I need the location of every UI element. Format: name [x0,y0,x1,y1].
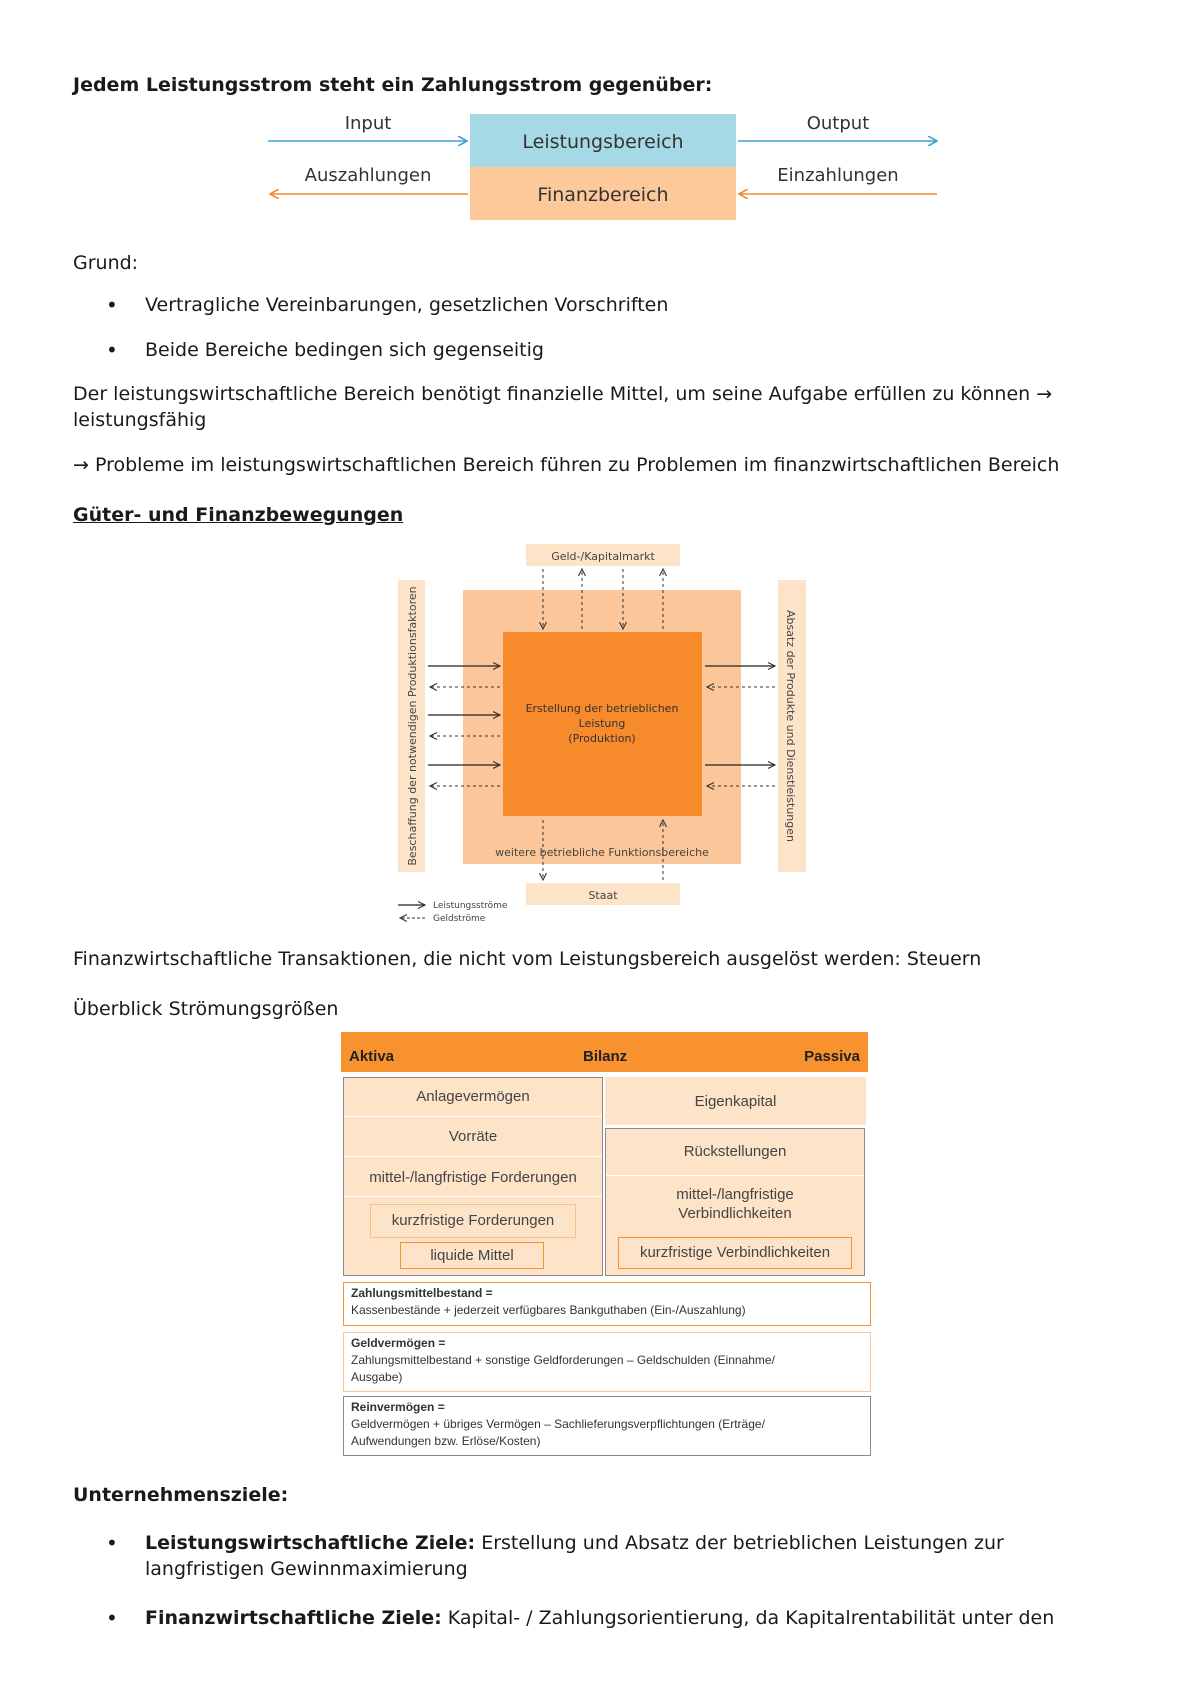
transaktionen-text: Finanzwirtschaftliche Transaktionen, die nicht vom Leistungsbereich ausgelöst werden: Steuern [73,948,982,970]
forderungen-lang-cell: mittel-/langfristige Forderungen [344,1158,602,1197]
beschaffung-label: Beschaffung der notwendigen Produktionsfaktoren [406,586,419,866]
vorraete-cell: Vorräte [344,1118,602,1157]
legend-leistungsstroeme: Leistungsströme [433,901,508,911]
intro-heading: Jedem Leistungsstrom steht ein Zahlungsstrom gegenüber: [73,74,713,96]
auszahlungen-label: Auszahlungen [304,165,432,186]
input-label: Input [344,113,392,134]
verbindlichkeiten-lang-line1: mittel-/langfristige [676,1186,794,1203]
bilanz-passiva: Passiva [804,1048,860,1065]
gueter-heading: Güter- und Finanzbewegungen [73,504,404,526]
aktiva-column [343,1077,603,1276]
eigenkapital-cell: Eigenkapital [605,1077,866,1125]
bullet-icon: • [106,1531,118,1555]
ziele-item-1-label: Leistungswirtschaftliche Ziele: [145,1532,476,1554]
finanzbereich-label: Finanzbereich [537,184,669,206]
rueckstellungen-cell: Rückstellungen [606,1129,864,1176]
geldvermoegen-line2: Ausgabe) [351,1370,403,1384]
produktion-label-3: (Produktion) [568,732,636,745]
ziele-item-2-text: Kapital- / Zahlungsorientierung, da Kapitalrentabilität unter den [447,1607,1055,1629]
forderungen-kurz-cell: kurzfristige Forderungen [370,1204,576,1238]
bilanz-figure [341,1032,868,1454]
reinvermoegen-line2: Aufwendungen bzw. Erlöse/Kosten) [351,1434,541,1448]
reinvermoegen-box [343,1396,871,1456]
flow-diagram [260,108,950,226]
ziele-item-2 [145,1605,1135,1631]
verbindlichkeiten-kurz-cell: kurzfristige Verbindlichkeiten [618,1237,852,1269]
ziele-heading: Unternehmensziele: [73,1484,289,1506]
bilanz-aktiva: Aktiva [349,1048,395,1065]
output-label: Output [806,113,870,134]
geldvermoegen-box [343,1332,871,1392]
ziele-item-1 [145,1530,1095,1582]
reinvermoegen-title: Reinvermögen = [351,1400,445,1414]
bilanz-title: Bilanz [583,1048,628,1065]
liquide-mittel-cell: liquide Mittel [400,1242,544,1269]
fremdkapital-column [605,1128,865,1276]
bullet-icon: • [106,293,118,317]
einzahlungen-label: Einzahlungen [777,165,899,186]
staat-label: Staat [588,889,618,902]
geldvermoegen-title: Geldvermögen = [351,1336,446,1350]
grund-paragraph-2: → Probleme im leistungswirtschaftlichen Bereich führen zu Problemen im finanzwirtschaftlichen Bereich [73,454,1060,476]
zahlungsmittelbestand-box [343,1282,871,1326]
gueter-diagram [390,540,820,926]
produktion-label-2: Leistung [578,717,626,730]
kapitalmarkt-label: Geld-/Kapitalmarkt [551,550,655,563]
geldvermoegen-line1: Zahlungsmittelbestand + sonstige Geldforderungen – Geldschulden (Einnahme/ [351,1353,775,1367]
grund-bullet-2: Beide Bereiche bedingen sich gegenseitig [145,339,544,361]
ziele-item-1-text: Erstellung und Absatz der betrieblichen Leistungen zur langfristigen Gewinnmaximierung [145,1532,1004,1580]
ueberblick-text: Überblick Strömungsgrößen [73,998,339,1020]
verbindlichkeiten-lang-line2: Verbindlichkeiten [678,1205,792,1222]
absatz-label: Absatz der Produkte und Dienstleistungen [784,609,797,843]
bullet-icon: • [106,338,118,362]
zahlungsmittelbestand-title: Zahlungsmittelbestand = [351,1286,493,1300]
anlagevermoegen-cell: Anlagevermögen [344,1078,602,1117]
legend-geldstroeme: Geldströme [433,914,486,924]
funktionsbereiche-label: weitere betriebliche Funktionsbereiche [495,846,709,859]
bullet-icon: • [106,1606,118,1630]
grund-label: Grund: [73,252,139,274]
grund-bullet-1: Vertragliche Vereinbarungen, gesetzlichen Vorschriften [145,294,669,316]
produktion-label-1: Erstellung der betrieblichen [525,702,679,715]
ziele-item-2-label: Finanzwirtschaftliche Ziele: [145,1607,442,1629]
zahlungsmittelbestand-text: Kassenbestände + jederzeit verfügbares Bankguthaben (Ein-/Auszahlung) [351,1303,746,1317]
grund-paragraph-1: Der leistungswirtschaftliche Bereich benötigt finanzielle Mittel, um seine Aufgabe erfüllen zu können → leistungsfähig [73,383,1053,431]
reinvermoegen-line1: Geldvermögen + übriges Vermögen – Sachlieferungsverpflichtungen (Erträge/ [351,1417,765,1431]
leistungsbereich-label: Leistungsbereich [522,131,684,153]
